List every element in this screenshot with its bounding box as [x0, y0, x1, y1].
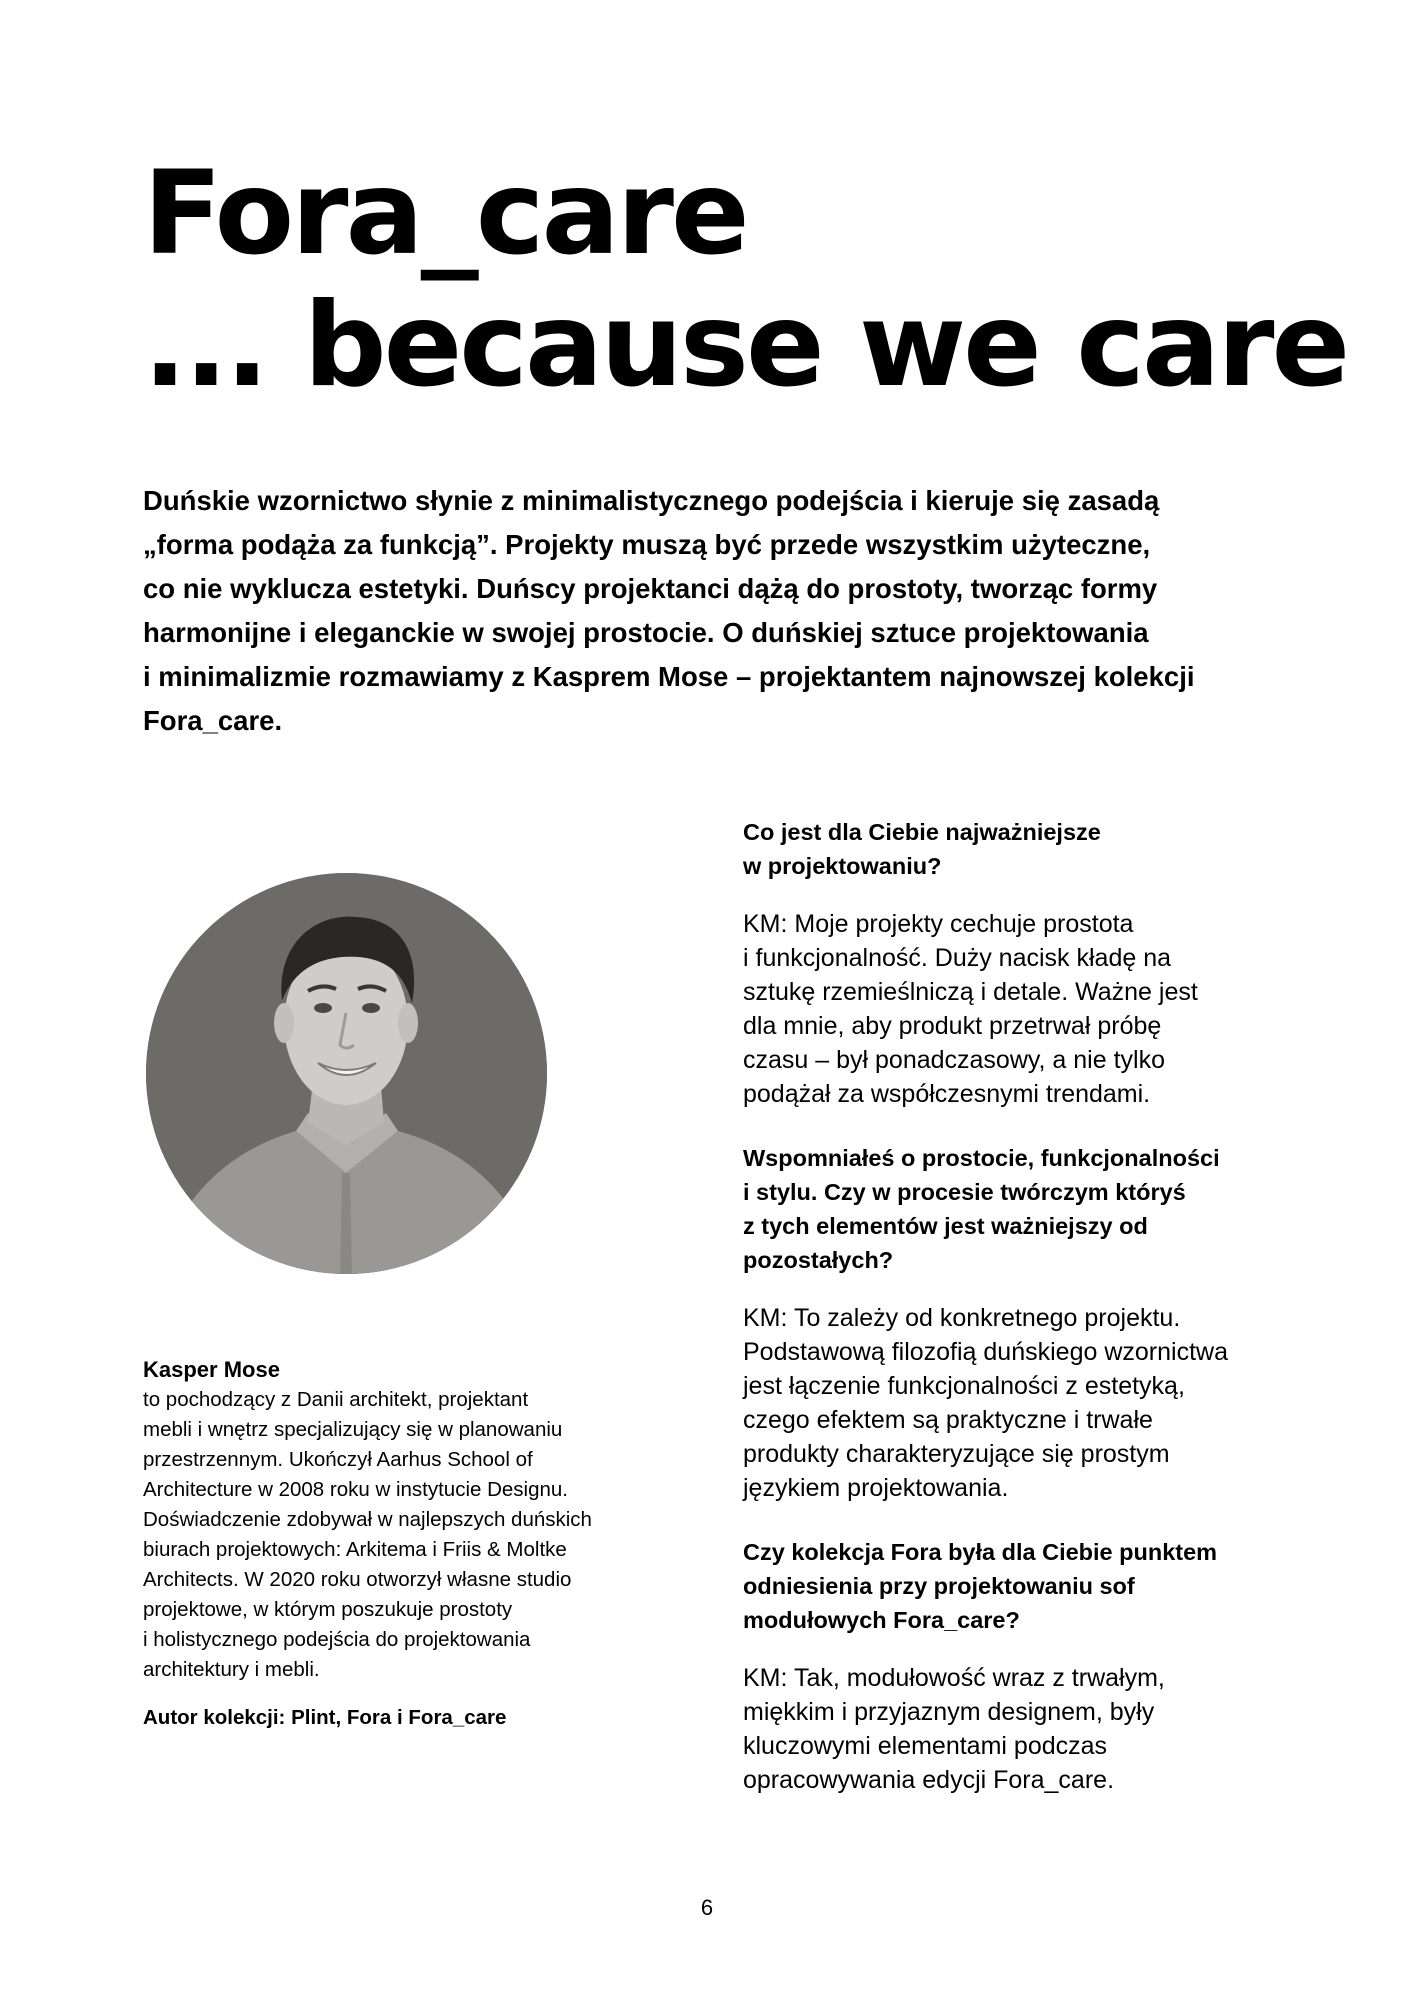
question-line: pozostałych? [743, 1247, 894, 1273]
answer-line: Podstawową filozofią duńskiego wzornictwa [743, 1338, 1228, 1366]
intro-paragraph [143, 479, 1283, 743]
bio-line: Architecture w 2008 roku w instytucie Designu. [143, 1478, 569, 1501]
answer-line: jest łączenie funkcjonalności z estetyką, [743, 1372, 1185, 1400]
bio-line: mebli i wnętrz specjalizujący się w planowaniu [143, 1418, 563, 1441]
question-line: i stylu. Czy w procesie twórczym któryś [743, 1179, 1186, 1205]
question-line: odniesienia przy projektowaniu sof [743, 1573, 1135, 1599]
question-line: Co jest dla Ciebie najważniejsze [743, 819, 1101, 845]
intro-line: co nie wyklucza estetyki. Duńscy projektanci dążą do prostoty, tworząc formy [143, 573, 1158, 604]
answer-line: KM: To zależy od konkretnego projektu. [743, 1304, 1181, 1332]
bio-line: to pochodzący z Danii architekt, projektant [143, 1388, 529, 1411]
answer-line: KM: Tak, modułowość wraz z trwałym, [743, 1664, 1165, 1692]
question-line: Czy kolekcja Fora była dla Ciebie punktem [743, 1539, 1218, 1565]
page-number: 6 [700, 1895, 714, 1920]
answer-line: opracowywania edycji Fora_care. [743, 1766, 1115, 1794]
question-line: w projektowaniu? [743, 853, 942, 879]
answer-line: produkty charakteryzujące się prostym [743, 1440, 1170, 1468]
interview-answer [743, 907, 1303, 1111]
interview-question [743, 815, 1303, 883]
page-title [143, 148, 1347, 412]
intro-line: Duńskie wzornictwo słynie z minimalistycznego podejścia i kieruje się zasadą [143, 485, 1160, 516]
bio-line: biurach projektowych: Arkitema i Friis & Moltke [143, 1538, 567, 1561]
answer-line: sztukę rzemieślniczą i detale. Ważne jest [743, 978, 1198, 1006]
interview-answer [743, 1661, 1303, 1797]
question-line: z tych elementów jest ważniejszy od [743, 1213, 1148, 1239]
title-line-1: Fora_care [143, 146, 747, 281]
bio-line: Architects. W 2020 roku otworzył własne studio [143, 1568, 572, 1591]
designer-bio [143, 1355, 673, 1733]
bio-line: projektowe, w którym poszukuje prostoty [143, 1598, 513, 1621]
answer-line: podążał za współczesnymi trendami. [743, 1080, 1151, 1108]
intro-line: „forma podąża za funkcją”. Projekty muszą być przede wszystkim użyteczne, [143, 529, 1151, 560]
bio-line: i holistycznego podejścia do projektowania [143, 1628, 531, 1651]
interview-column [743, 815, 1303, 1827]
bio-text [143, 1385, 673, 1685]
answer-line: czasu – był ponadczasowy, a nie tylko [743, 1046, 1165, 1074]
question-line: modułowych Fora_care? [743, 1607, 1020, 1633]
title-line-2: ... because we care [143, 278, 1348, 413]
interview-question [743, 1535, 1303, 1637]
answer-line: czego efektem są praktyczne i trwałe [743, 1406, 1153, 1434]
intro-line: harmonijne i eleganckie w swojej prostocie. O duńskiej sztuce projektowania [143, 617, 1149, 648]
bio-line: architektury i mebli. [143, 1658, 320, 1681]
answer-line: dla mnie, aby produkt przetrwał próbę [743, 1012, 1162, 1040]
answer-line: kluczowymi elementami podczas [743, 1732, 1108, 1760]
interview-question [743, 1141, 1303, 1277]
intro-line: Fora_care. [143, 705, 283, 736]
interview-answer [743, 1301, 1303, 1505]
intro-line: i minimalizmie rozmawiamy z Kasprem Mose – projektantem najnowszej kolekcji [143, 661, 1195, 692]
designer-name: Kasper Mose [143, 1357, 280, 1382]
collection-author: Autor kolekcji: Plint, Fora i Fora_care [143, 1706, 507, 1729]
portrait-photo [146, 873, 547, 1274]
question-line: Wspomniałeś o prostocie, funkcjonalności [743, 1145, 1220, 1171]
bio-line: Doświadczenie zdobywał w najlepszych duńskich [143, 1508, 592, 1531]
answer-line: miękkim i przyjaznym designem, były [743, 1698, 1155, 1726]
bio-line: przestrzennym. Ukończył Aarhus School of [143, 1448, 533, 1471]
answer-line: i funkcjonalność. Duży nacisk kładę na [743, 944, 1172, 972]
portrait-illustration [146, 873, 547, 1274]
answer-line: KM: Moje projekty cechuje prostota [743, 910, 1134, 938]
answer-line: językiem projektowania. [743, 1474, 1009, 1502]
